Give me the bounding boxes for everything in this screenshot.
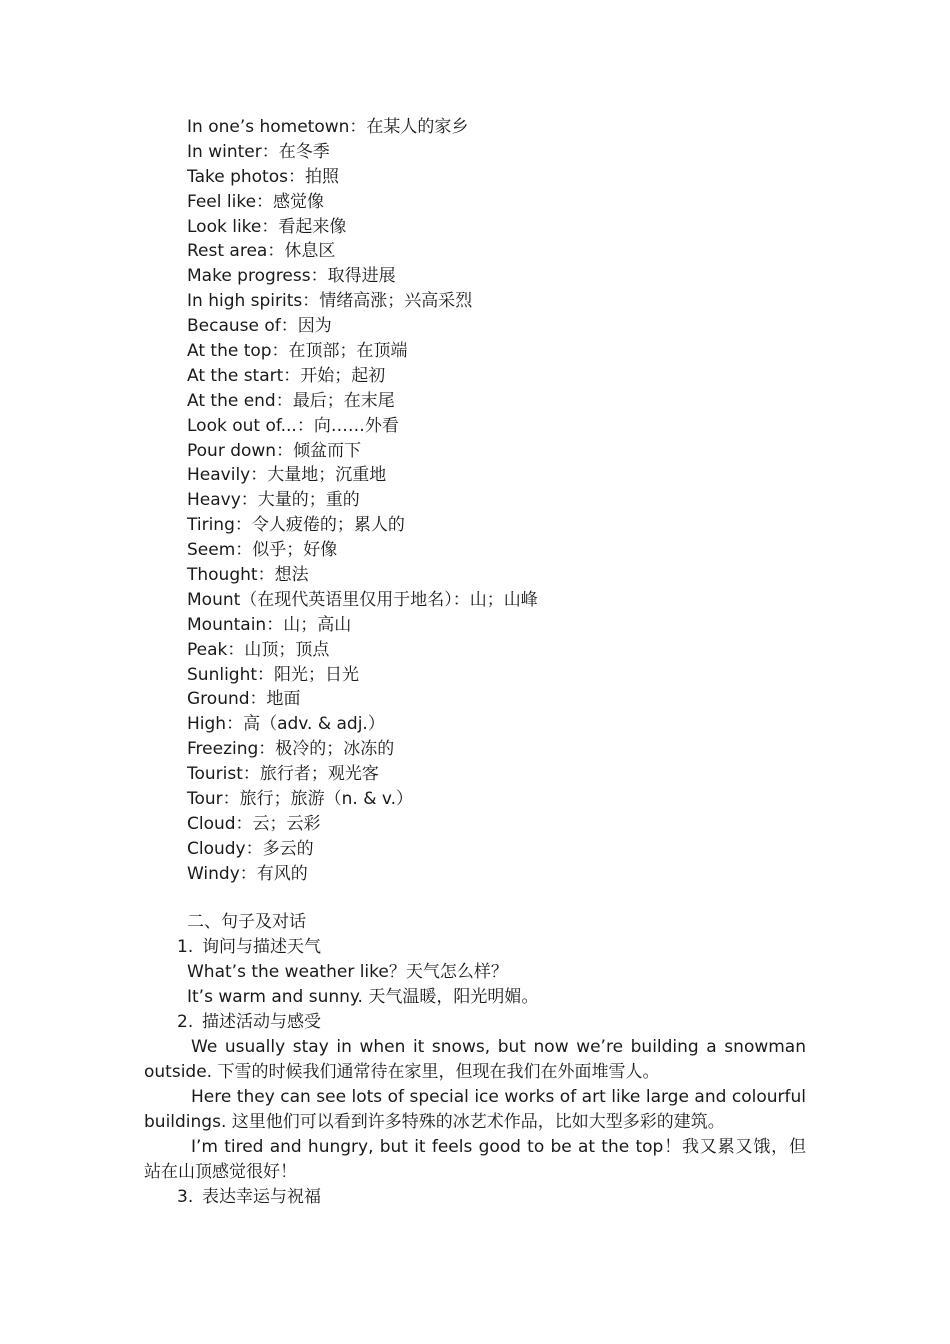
vocab-item: At the end：最后；在末尾 xyxy=(187,390,395,411)
vocab-item: Tiring：令人疲倦的；累人的 xyxy=(187,515,405,536)
vocabulary-list xyxy=(187,115,538,887)
subheading-number: 3. xyxy=(177,1187,194,1207)
vocab-item: Tour：旅行；旅游（n. & v.） xyxy=(187,789,414,810)
vocab-item: Because of：因为 xyxy=(187,316,332,337)
vocab-item: In high spirits：情绪高涨；兴高采烈 xyxy=(187,291,473,312)
vocab-item: Look like：看起来像 xyxy=(187,216,347,237)
vocab-item: Look out of...：向……外看 xyxy=(187,415,399,436)
vocab-item: Feel like：感觉像 xyxy=(187,191,325,212)
vocab-item: Thought：想法 xyxy=(187,565,309,586)
vocab-item: Heavy：大量的；重的 xyxy=(187,490,360,511)
vocab-item: Freezing：极冷的；冰冻的 xyxy=(187,739,395,760)
vocab-item: Cloud：云；云彩 xyxy=(187,813,321,834)
vocab-item: Make progress：取得进展 xyxy=(187,266,396,287)
subheading-luck xyxy=(0,1185,950,1210)
example-paragraph: I’m tired and hungry, but it feels good to be at the top！我又累又饿，但站在山顶感觉很好！ xyxy=(144,1137,806,1182)
vocab-item: High：高（adv. & adj.） xyxy=(187,714,385,735)
example-paragraph: Here they can see lots of special ice works of art like large and colourful buildings. 这里他们可以看到许多特殊的冰艺术作品，比如大型多彩的建筑。 xyxy=(144,1087,806,1132)
vocab-item: Pour down：倾盆而下 xyxy=(187,440,362,461)
subheading-number: 1. xyxy=(177,937,194,957)
vocab-item: Seem：似乎；好像 xyxy=(187,540,338,561)
subheading-title: 描述活动与感受 xyxy=(202,1012,321,1032)
subheading-number: 2. xyxy=(177,1012,194,1032)
vocab-item: Sunlight：阳光；日光 xyxy=(187,664,360,685)
vocab-item: Heavily：大量地；沉重地 xyxy=(187,465,387,486)
vocab-item: Mountain：山；高山 xyxy=(187,614,352,635)
example-sentence: What’s the weather like？天气怎么样？ xyxy=(187,962,508,982)
vocab-item: Windy：有风的 xyxy=(187,863,308,884)
subheading-activities xyxy=(0,1010,950,1035)
vocab-item: At the start：开始；起初 xyxy=(187,365,386,386)
subheading-title: 询问与描述天气 xyxy=(202,937,321,957)
vocab-item: Take photos：拍照 xyxy=(187,166,339,187)
vocab-item: Tourist：旅行者；观光客 xyxy=(187,764,379,785)
vocab-item: Mount（在现代英语里仅用于地名）：山；山峰 xyxy=(187,589,538,610)
subheading-weather xyxy=(0,935,950,960)
section-heading: 二、句子及对话 xyxy=(187,912,306,932)
vocab-item: In one’s hometown：在某人的家乡 xyxy=(187,117,469,137)
vocab-item: At the top：在顶部；在顶端 xyxy=(187,341,408,362)
example-paragraph: We usually stay in when it snows, but now we’re building a snowman outside. 下雪的时候我们通常待在家里，但现在我们在外面堆雪人。 xyxy=(144,1037,806,1082)
vocab-item: Cloudy：多云的 xyxy=(187,838,314,859)
vocab-item: Rest area：休息区 xyxy=(187,241,336,262)
vocab-item: Peak：山顶；顶点 xyxy=(187,639,330,660)
vocab-item: In winter：在冬季 xyxy=(187,141,330,162)
vocab-item: Ground：地面 xyxy=(187,689,301,710)
subheading-title: 表达幸运与祝福 xyxy=(202,1187,321,1207)
example-sentence: It’s warm and sunny. 天气温暖，阳光明媚。 xyxy=(187,987,539,1007)
sentences-section xyxy=(0,910,950,1210)
